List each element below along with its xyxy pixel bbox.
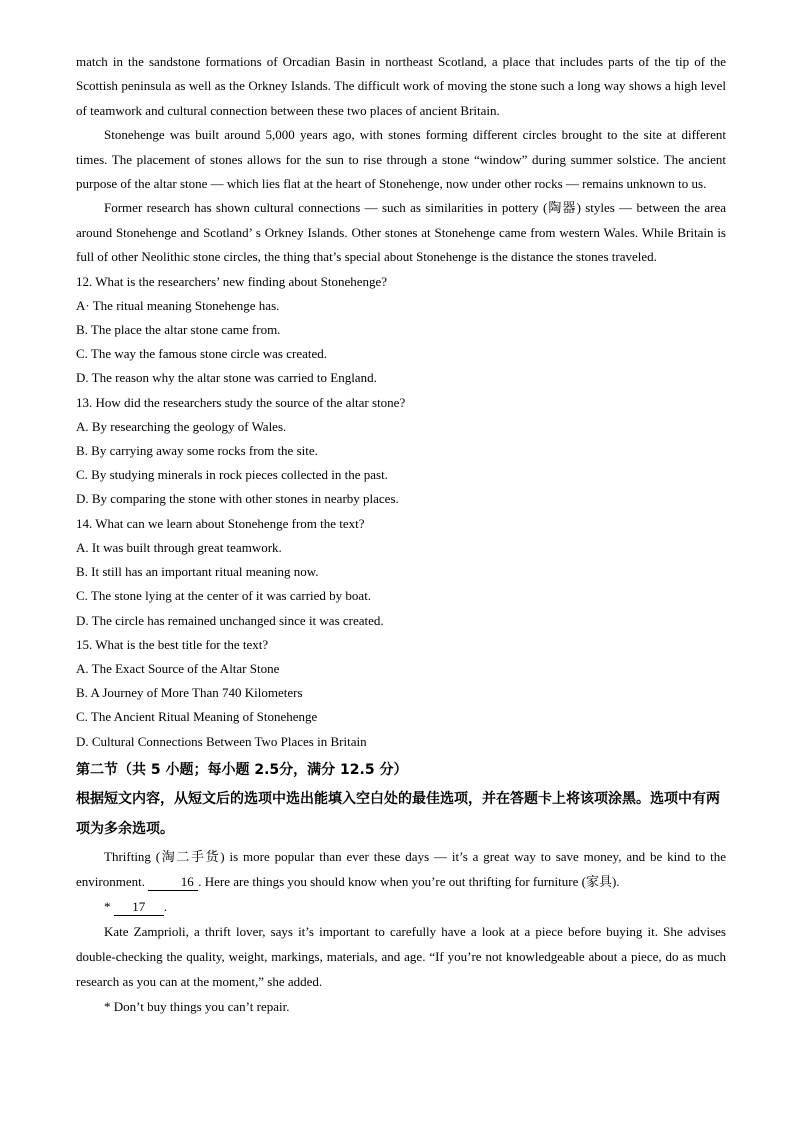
cloze-text: . Here are things you should know when you’re out thrifting for furniture (家具). [198,873,620,889]
question-15 [76,633,726,754]
question-13 [76,391,726,512]
option-b: B. A Journey of More Than 740 Kilometers [76,685,303,701]
option-b: B. By carrying away some rocks from the site. [76,443,318,459]
question-stem: 15. What is the best title for the text? [76,636,269,652]
option-c: C. The way the famous stone circle was created. [76,346,327,362]
question-14 [76,512,726,633]
passage-paragraph-2: Stonehenge was built around 5,000 years ago, with stones forming different circles brought to the site at different times. The placement of stones allows for the sun to rise through a stone “window” during summer solstice. The ancient purpose of the altar stone — which lies flat at the heart of Stonehenge, now under other rocks — remains unknown to us. [76,127,726,192]
option-c: C. The Ancient Ritual Meaning of Stonehenge [76,709,318,725]
option-a: A· The ritual meaning Stonehenge has. [76,297,280,313]
document-page [76,50,726,1019]
question-stem: 13. How did the researchers study the source of the altar stone? [76,394,406,410]
blank-16: 16 [148,874,198,891]
option-d: D. The circle has remained unchanged since it was created. [76,612,384,628]
bullet-star: * [104,898,111,914]
cloze-line-17 [76,894,726,919]
option-a: A. By researching the geology of Wales. [76,418,287,434]
cloze-paragraph-3: * Don’t buy things you can’t repair. [104,998,290,1014]
option-b: B. It still has an important ritual meaning now. [76,564,319,580]
section-directions: 根据短文内容，从短文后的选项中选出能填入空白处的最佳选项，并在答题卡上将该项涂黑。选项中有两项为多余选项。 [76,790,720,837]
option-d: D. Cultural Connections Between Two Places in Britain [76,733,367,749]
option-a: A. It was built through great teamwork. [76,539,282,555]
cloze-paragraph-2: Kate Zamprioli, a thrift lover, says it’s important to carefully have a look at a piece before buying it. She advises double-checking the quality, weight, markings, materials, and age. “If you’re not knowledgeable about a piece, do as much research as you can at the moment,” she added. [76,923,726,989]
option-a: A. The Exact Source of the Altar Stone [76,660,280,676]
question-12 [76,270,726,391]
option-c: C. The stone lying at the center of it was carried by boat. [76,588,372,604]
cloze-text: . [163,898,167,914]
cloze-text: Thrifting (淘二手货) is more popular than ever these days — it’s a great way to save money, and be kind to the environment. [76,848,726,889]
question-stem: 12. What is the researchers’ new finding about Stonehenge? [76,273,388,289]
option-b: B. The place the altar stone came from. [76,322,281,338]
blank-17: 17 [114,899,164,916]
passage-paragraph-1: match in the sandstone formations of Orcadian Basin in northeast Scotland, a place that includes parts of the tip of the Scottish peninsula as well as the Orkney Islands. The difficult work of moving the stone such a long way shows a high level of teamwork and cultural connection between these two places of ancient Britain. [76,54,726,118]
option-d: D. By comparing the stone with other stones in nearby places. [76,491,399,507]
passage-paragraph-3: Former research has shown cultural connections — such as similarities in pottery (陶器) styles — between the area around Stonehenge and Scotland’ s Orkney Islands. Other stones at Stonehenge came from western Wales. While Britain is full of other Neolithic stone circles, the thing that’s special about Stonehenge is the distance the stones traveled. [76,200,726,265]
section-heading: 第二节（共 5 小题；每小题 2.5分，满分 12.5 分） [76,761,408,778]
option-d: D. The reason why the altar stone was carried to England. [76,370,377,386]
cloze-paragraph-1 [76,844,726,894]
option-c: C. By studying minerals in rock pieces collected in the past. [76,467,388,483]
question-stem: 14. What can we learn about Stonehenge from the text? [76,515,365,531]
